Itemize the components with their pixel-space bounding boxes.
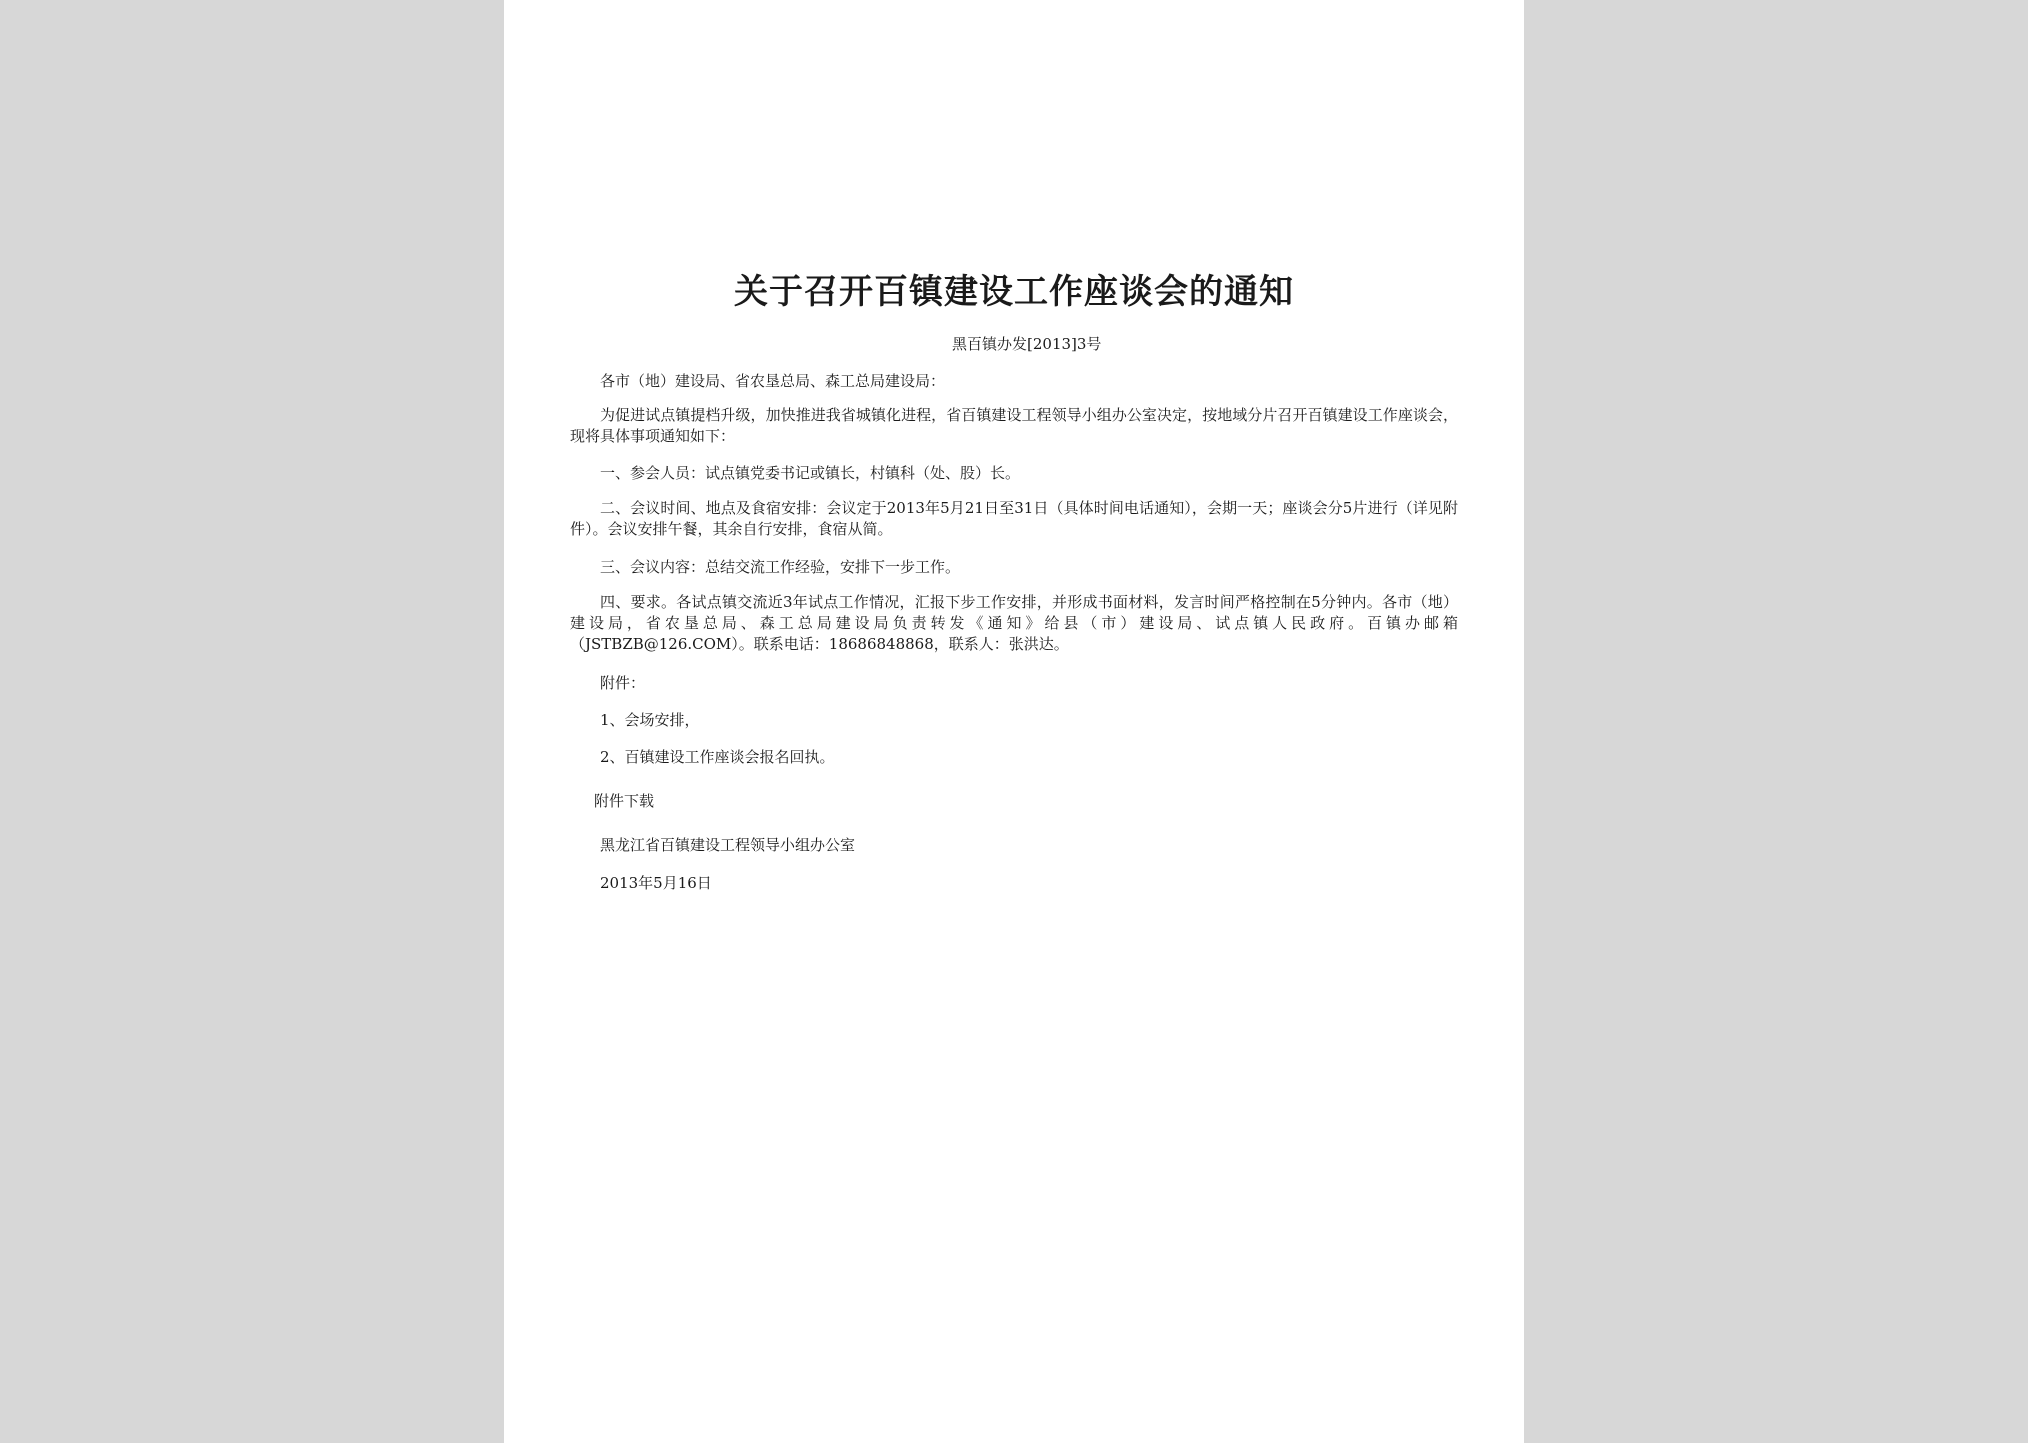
- intro-paragraph: 为促进试点镇提档升级，加快推进我省城镇化进程，省百镇建设工程领导小组办公室决定，按地域分片召开百镇建设工作座谈会，现将具体事项通知如下：: [570, 406, 1458, 445]
- attachments-label: 附件：: [600, 674, 646, 692]
- document-title: 关于召开百镇建设工作座谈会的通知: [734, 272, 1294, 312]
- item-participants: 一、参会人员：试点镇党委书记或镇长，村镇科（处、股）长。: [600, 464, 1021, 482]
- attachment-download-link[interactable]: 附件下载: [594, 792, 655, 810]
- issuer: 黑龙江省百镇建设工程领导小组办公室: [600, 836, 856, 854]
- salutation: 各市（地）建设局、省农垦总局、森工总局建设局：: [600, 372, 946, 390]
- item-content: 三、会议内容：总结交流工作经验，安排下一步工作。: [600, 558, 961, 576]
- document-page: [504, 0, 1524, 1443]
- document-number: 黑百镇办发[2013]3号: [952, 335, 1102, 353]
- item-schedule: 二、会议时间、地点及食宿安排：会议定于2013年5月21日至31日（具体时间电话通知），会期一天；座谈会分5片进行（详见附件）。会议安排午餐，其余自行安排，食宿从简。: [570, 499, 1458, 538]
- item-requirements: 四、要求。各试点镇交流近3年试点工作情况，汇报下步工作安排，并形成书面材料，发言时间严格控制在5分钟内。各市（地）建设局，省农垦总局、森工总局建设局负责转发《通知》给县（市）建设局、试点镇人民政府。百镇办邮箱（JSTBZB@126.COM）。联系电话：18686848868，联系人：张洪达。: [570, 593, 1458, 653]
- attachment-item: 1、会场安排，: [600, 711, 700, 729]
- attachment-item: 2、百镇建设工作座谈会报名回执。: [600, 748, 835, 766]
- issue-date: 2013年5月16日: [600, 874, 712, 892]
